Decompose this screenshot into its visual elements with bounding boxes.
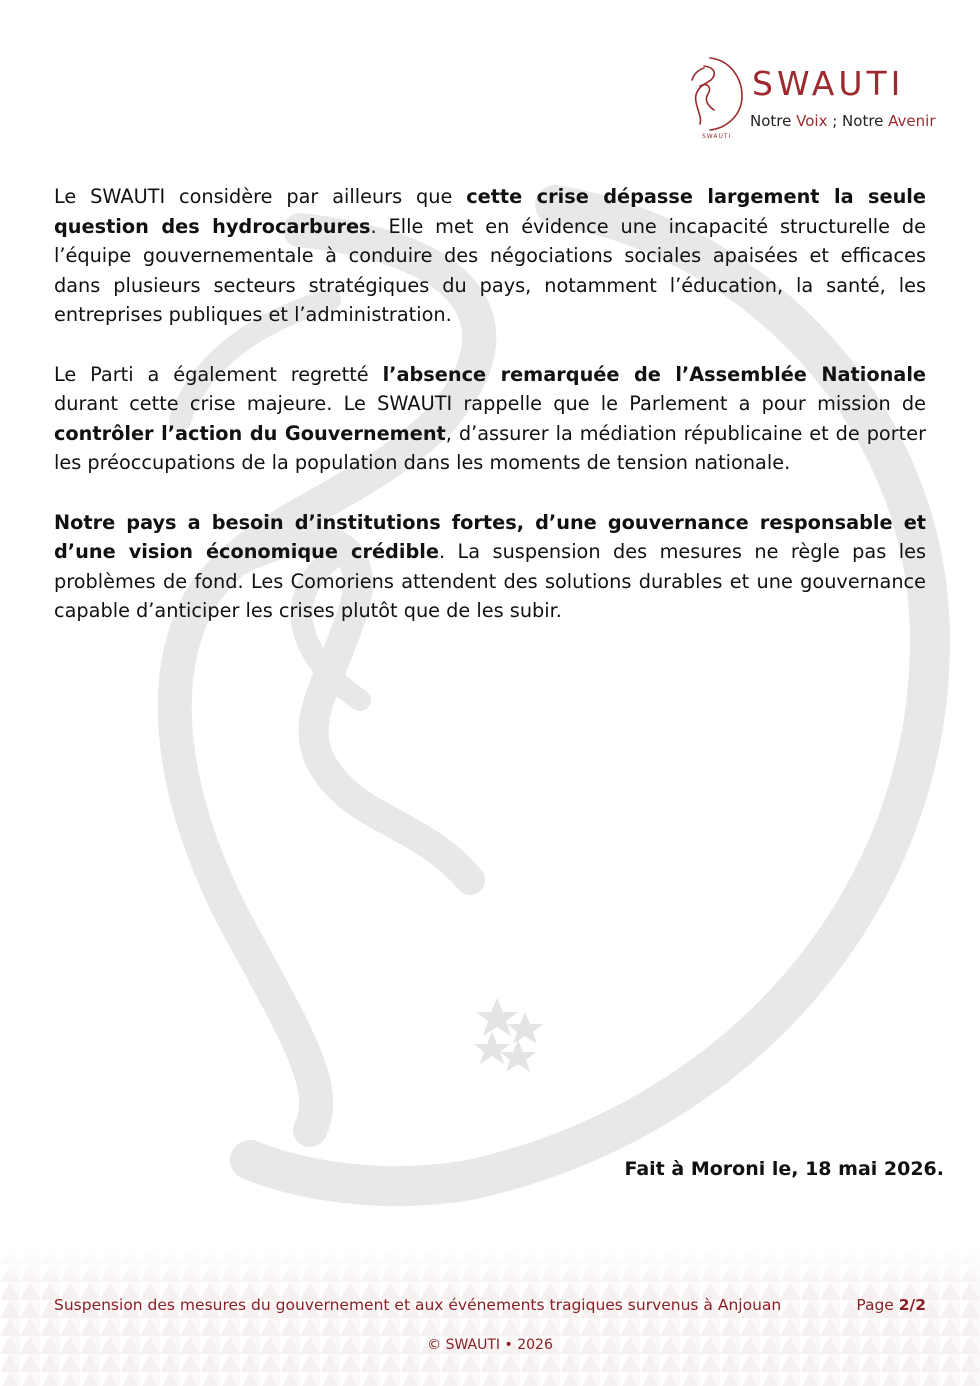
copyright-notice: © SWAUTI • 2026 — [427, 1337, 553, 1353]
logo-small-text: SWAUTI — [702, 133, 732, 140]
page-indicator: Page 2/2 — [856, 1296, 926, 1314]
paragraph-3: Notre pays a besoin d’institutions fortes, d’une gouvernance responsable et d’une vision économique crédible. La suspension des mesures ne règle pas les problèmes de fond. Les Comoriens attendent des solutions durables et une gouvernance capable d’anticiper les crises plutôt que de les subir. — [54, 510, 926, 623]
document-body — [54, 182, 926, 656]
brand-tagline: Notre Voix ; Notre Avenir — [750, 112, 936, 130]
footer-document-title: Suspension des mesures du gouvernement et aux événements tragiques survenus à Anjouan — [54, 1296, 782, 1314]
paragraph-1: Le SWAUTI considère par ailleurs que cette crise dépasse largement la seule question des hydrocarbures. Elle met en évidence une incapacité structurelle de l’équipe gouvernementale à conduire des négociations sociales apaisées et efficaces dans plusieurs secteurs stratégiques du pays, notamment l’éducation, la santé, les entreprises publiques et l’administration. — [54, 185, 926, 327]
watermark-stars — [474, 998, 543, 1072]
signature-line: Fait à Moroni le, 18 mai 2026. — [624, 1158, 944, 1180]
footer-pattern — [0, 1246, 980, 1386]
brand-name: SWAUTI — [752, 64, 905, 103]
paragraph-2: Le Parti a également regretté l’absence remarquée de l’Assemblée Nationale durant cette crise majeure. Le SWAUTI rappelle que le Parlement a pour mission de contrôler l’action du Gouvernement, d’assurer la médiation républicaine et de porter les préoccupations de la population dans les moments de tension nationale. — [54, 362, 927, 475]
header-logo — [680, 52, 940, 142]
swauti-logo-icon — [680, 52, 750, 140]
